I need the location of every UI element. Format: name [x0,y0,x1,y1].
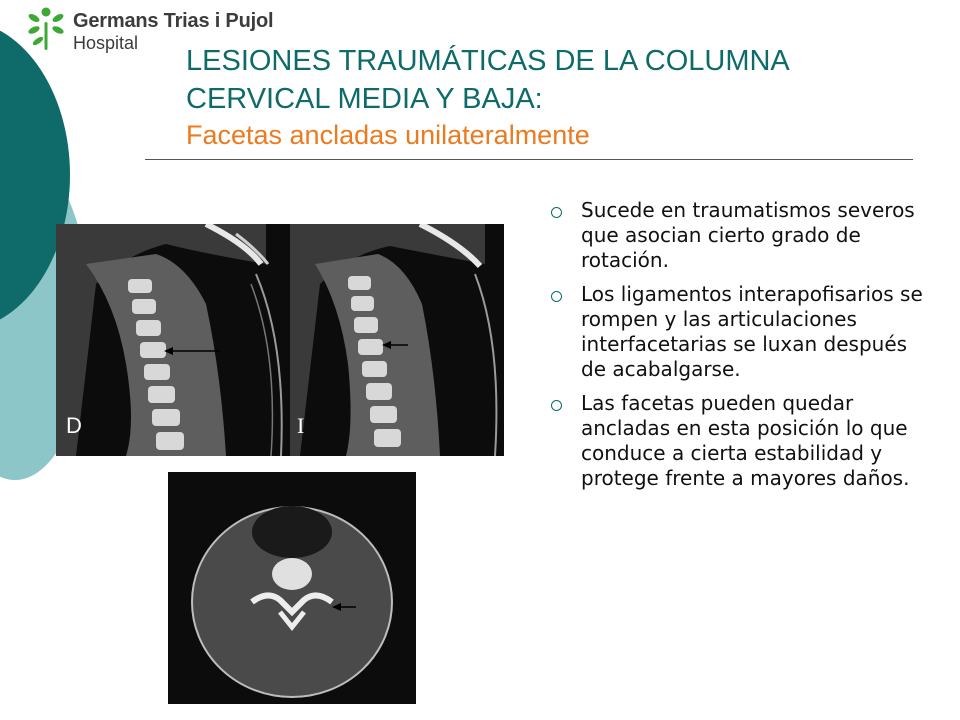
label-left-side: I [297,413,305,438]
circle-bullet-icon [551,400,562,411]
slide-subtitle: Facetas ancladas unilateralmente [186,120,590,150]
circle-bullet-icon [551,291,562,302]
circle-bullet-icon [551,207,562,218]
bullet-text: Sucede en traumatismos severos que asocian cierto grado de rotación. [581,198,915,272]
title-line-2: CERVICAL MEDIA Y BAJA: [186,83,543,115]
title-line-1: LESIONES TRAUMÁTICAS DE LA COLUMNA [186,45,790,77]
bullet-item [548,198,928,273]
logo-subname: Hospital [73,33,139,53]
logo-name: Germans Trias i Pujol [73,10,274,32]
label-right-side: D [66,413,82,438]
title-divider [145,159,913,160]
bullet-text: Las facetas pueden quedar ancladas en esta posición lo que conduce a cierta estabilidad y protege frente a mayores daños. [581,391,910,490]
green-flower-icon [25,6,69,52]
slide-title [186,42,926,152]
bullet-text: Los ligamentos interapofisarios se rompen y las articulaciones interfacetarias se luxan después de acabalgarse. [581,282,923,381]
ct-axial-image [168,472,416,704]
ct-sagittal-left-image [290,224,504,456]
ct-sagittal-right-image [56,224,290,456]
bullet-list [548,198,928,500]
bullet-item [548,391,928,491]
bullet-item [548,282,928,382]
